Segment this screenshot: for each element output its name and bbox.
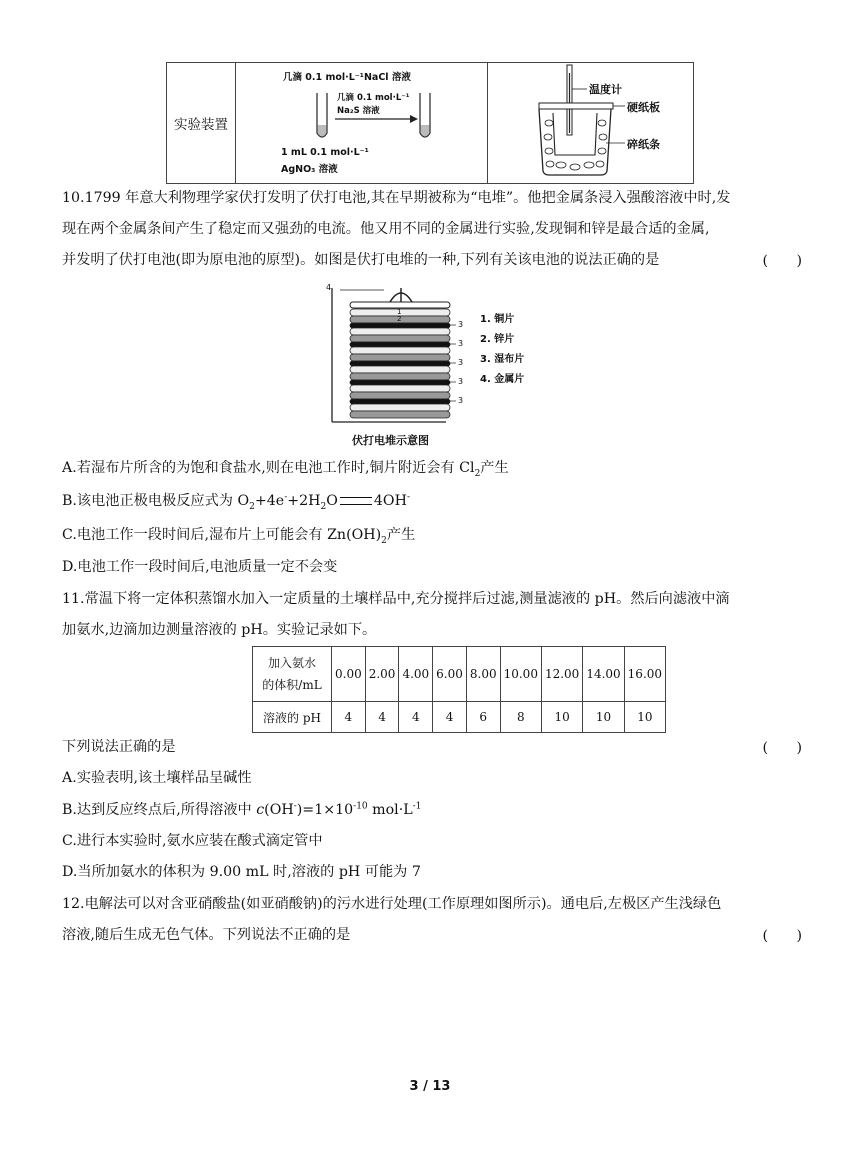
apparatus-table	[166, 62, 694, 184]
ph-cell: 4	[399, 702, 433, 733]
agno3-label-1: 1 mL 0.1 mol·L⁻¹	[281, 147, 369, 158]
volume-cell: 6.00	[433, 647, 467, 702]
pile-num-3: 3	[458, 396, 464, 405]
volume-cell: 16.00	[624, 647, 665, 702]
pile-num-3: 3	[458, 377, 464, 386]
calorimeter-figure	[487, 63, 693, 183]
ph-cell: 10	[583, 702, 624, 733]
apparatus-row-label: 实验装置	[167, 63, 236, 183]
board-label: 硬纸板	[627, 101, 660, 114]
ph-cell: 10	[541, 702, 582, 733]
pile-num-2: 2	[397, 315, 402, 323]
q10-option-d: D.电池工作一段时间后,电池质量一定不会变	[62, 559, 338, 575]
pile-num-4: 4	[326, 283, 332, 292]
volume-cell: 0.00	[332, 647, 366, 702]
equals-sign	[340, 497, 372, 505]
q11-answer-paren: ( )	[762, 740, 802, 756]
q11-option-a: A.实验表明,该土壤样品呈碱性	[62, 770, 252, 786]
page-number: 3 / 13	[409, 1079, 451, 1094]
ph-cell: 4	[433, 702, 467, 733]
volume-cell: 8.00	[466, 647, 500, 702]
q12-line-1: 12.电解法可以对含亚硝酸盐(如亚硝酸钠)的污水进行处理(工作原理如图所示)。通电后,左极区产生浅绿色	[62, 896, 722, 912]
volume-cell: 10.00	[500, 647, 541, 702]
volume-cell: 2.00	[365, 647, 399, 702]
q10-line-3: 并发明了伏打电池(即为原电池的原型)。如图是伏打电堆的一种,下列有关该电池的说法正确的是	[62, 252, 660, 268]
q11-option-b: B.达到反应终点后,所得溶液中 $c(OH^-)=1\times 10^{-10}$ $mol\cdot L^{-1}$	[62, 801, 422, 818]
volume-cell: 4.00	[399, 647, 433, 702]
voltaic-pile-figure	[326, 282, 536, 452]
ph-row-label: 溶液的 pH	[253, 702, 332, 733]
ph-cell: 8	[500, 702, 541, 733]
ph-cell: 4	[365, 702, 399, 733]
pile-legend	[480, 310, 524, 390]
q11-option-c: C.进行本实验时,氨水应装在酸式滴定管中	[62, 833, 323, 849]
legend-item: 2. 锌片	[480, 334, 515, 345]
legend-item: 1. 铜片	[480, 314, 515, 325]
na2s-label-1: 几滴 0.1 mol·L⁻¹	[337, 93, 410, 103]
pile-caption: 伏打电堆示意图	[352, 434, 429, 447]
pile-num-1: 1	[397, 308, 402, 316]
volume-cell: 14.00	[583, 647, 624, 702]
pile-num-3: 3	[458, 358, 464, 367]
thermometer-label: 温度计	[589, 83, 622, 96]
q10-option-a: A.若湿布片所含的为饱和食盐水,则在电池工作时,铜片附近会有 $Cl_2$产生	[62, 460, 509, 479]
precipitate-figure	[235, 63, 488, 183]
pile-num-3: 3	[458, 339, 464, 348]
agno3-label-2: AgNO₃ 溶液	[281, 164, 338, 175]
q11-stem: 下列说法正确的是	[62, 739, 176, 755]
ph-table	[252, 646, 666, 733]
q10-line-2: 现在两个金属条间产生了稳定而又强劲的电流。他又用不同的金属进行实验,发现铜和锌是最合适的金属,	[62, 221, 710, 237]
paper-label: 碎纸条	[627, 138, 660, 151]
ph-cell: 6	[466, 702, 500, 733]
test-tubes-drawing	[235, 63, 487, 183]
ph-cell: 4	[332, 702, 366, 733]
q11-option-d: D.当所加氨水的体积为 9.00 mL 时,溶液的 pH 可能为 7	[62, 864, 421, 880]
q10-option-b: B.该电池正极电极反应式为 $O_2+4e^-+2H_2O$ 4OH-	[62, 492, 410, 512]
q12-answer-paren: ( )	[762, 928, 802, 944]
q11-line-1: 11.常温下将一定体积蒸馏水加入一定质量的土壤样品中,充分搅拌后过滤,测量滤液的 pH。然后向滤液中滴	[62, 591, 730, 607]
q10-option-c: C.电池工作一段时间后,湿布片上可能会有 $Zn(OH)_2$产生	[62, 527, 416, 546]
q11-line-2: 加氨水,边滴加边测量溶液的 pH。实验记录如下。	[62, 622, 377, 638]
na2s-label-2: Na₂S 溶液	[337, 106, 380, 116]
legend-item: 4. 金属片	[480, 374, 525, 385]
q10-answer-paren: ( )	[762, 253, 802, 269]
volume-cell: 12.00	[541, 647, 582, 702]
q10-line-1: 10.1799 年意大利物理学家伏打发明了伏打电池,其在早期被称为“电堆”。他把金属条浸入强酸溶液中时,发	[62, 190, 731, 206]
pile-num-3: 3	[458, 320, 464, 329]
ph-table-header: 加入氨水 的体积/mL	[253, 647, 332, 702]
ph-cell: 10	[624, 702, 665, 733]
legend-item: 3. 湿布片	[480, 354, 525, 365]
q12-line-2: 溶液,随后生成无色气体。下列说法不正确的是	[62, 927, 351, 943]
nacl-label: 几滴 0.1 mol·L⁻¹NaCl 溶液	[283, 72, 411, 83]
